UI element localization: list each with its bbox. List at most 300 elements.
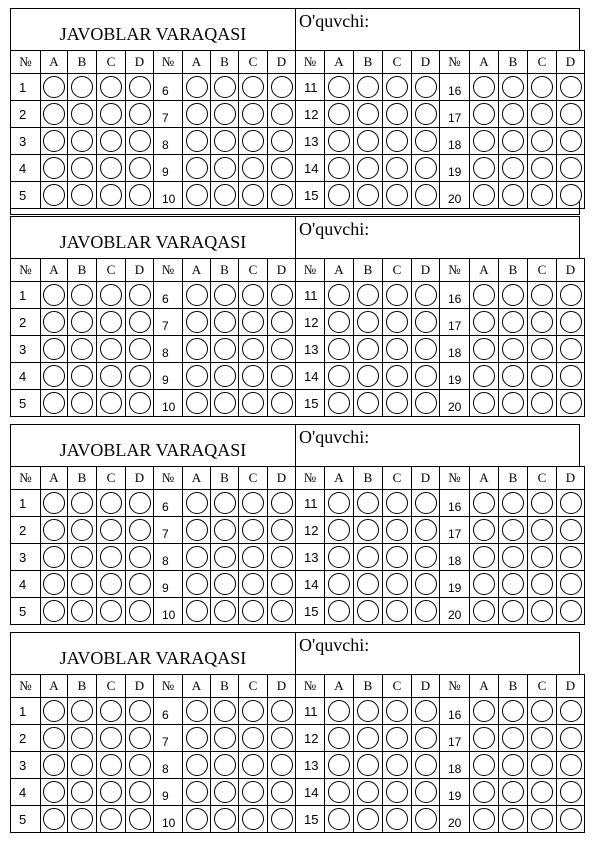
answer-bubble[interactable] [502, 392, 524, 414]
answer-bubble[interactable] [415, 311, 437, 333]
answer-bubble[interactable] [271, 519, 293, 541]
answer-bubble[interactable] [214, 573, 236, 595]
answer-bubble[interactable] [271, 781, 293, 803]
answer-bubble[interactable] [71, 130, 93, 152]
answer-bubble[interactable] [357, 700, 379, 722]
answer-bubble[interactable] [473, 754, 495, 776]
answer-bubble[interactable] [100, 727, 122, 749]
answer-bubble[interactable] [560, 338, 582, 360]
answer-bubble[interactable] [214, 338, 236, 360]
answer-bubble[interactable] [473, 546, 495, 568]
answer-bubble[interactable] [43, 754, 65, 776]
answer-bubble[interactable] [186, 700, 208, 722]
answer-bubble[interactable] [328, 76, 350, 98]
answer-bubble[interactable] [415, 600, 437, 622]
answer-bubble[interactable] [386, 130, 408, 152]
answer-bubble[interactable] [531, 284, 553, 306]
answer-bubble[interactable] [386, 700, 408, 722]
answer-bubble[interactable] [100, 365, 122, 387]
answer-bubble[interactable] [242, 492, 264, 514]
answer-bubble[interactable] [357, 727, 379, 749]
answer-bubble[interactable] [271, 600, 293, 622]
answer-bubble[interactable] [100, 808, 122, 830]
answer-bubble[interactable] [473, 700, 495, 722]
answer-bubble[interactable] [100, 284, 122, 306]
answer-bubble[interactable] [328, 103, 350, 125]
answer-bubble[interactable] [357, 519, 379, 541]
answer-bubble[interactable] [473, 392, 495, 414]
answer-bubble[interactable] [214, 754, 236, 776]
answer-bubble[interactable] [186, 727, 208, 749]
answer-bubble[interactable] [473, 284, 495, 306]
answer-bubble[interactable] [560, 365, 582, 387]
answer-bubble[interactable] [357, 781, 379, 803]
answer-bubble[interactable] [271, 492, 293, 514]
answer-bubble[interactable] [242, 600, 264, 622]
answer-bubble[interactable] [502, 284, 524, 306]
answer-bubble[interactable] [186, 573, 208, 595]
answer-bubble[interactable] [531, 808, 553, 830]
answer-bubble[interactable] [271, 284, 293, 306]
answer-bubble[interactable] [415, 130, 437, 152]
answer-bubble[interactable] [328, 754, 350, 776]
answer-bubble[interactable] [473, 519, 495, 541]
answer-bubble[interactable] [271, 808, 293, 830]
answer-bubble[interactable] [386, 492, 408, 514]
answer-bubble[interactable] [502, 492, 524, 514]
answer-bubble[interactable] [328, 157, 350, 179]
answer-bubble[interactable] [71, 519, 93, 541]
student-name-field[interactable]: O'quvchi: [299, 11, 370, 31]
answer-bubble[interactable] [71, 808, 93, 830]
answer-bubble[interactable] [242, 338, 264, 360]
answer-bubble[interactable] [214, 546, 236, 568]
answer-bubble[interactable] [129, 311, 151, 333]
answer-bubble[interactable] [386, 392, 408, 414]
answer-bubble[interactable] [129, 130, 151, 152]
answer-bubble[interactable] [242, 546, 264, 568]
answer-bubble[interactable] [473, 76, 495, 98]
answer-bubble[interactable] [129, 808, 151, 830]
answer-bubble[interactable] [43, 727, 65, 749]
answer-bubble[interactable] [502, 700, 524, 722]
answer-bubble[interactable] [415, 781, 437, 803]
answer-bubble[interactable] [357, 365, 379, 387]
answer-bubble[interactable] [531, 338, 553, 360]
answer-bubble[interactable] [502, 519, 524, 541]
answer-bubble[interactable] [531, 130, 553, 152]
answer-bubble[interactable] [129, 600, 151, 622]
answer-bubble[interactable] [242, 103, 264, 125]
answer-bubble[interactable] [386, 754, 408, 776]
answer-bubble[interactable] [100, 754, 122, 776]
answer-bubble[interactable] [100, 130, 122, 152]
answer-bubble[interactable] [357, 311, 379, 333]
answer-bubble[interactable] [271, 754, 293, 776]
answer-bubble[interactable] [43, 365, 65, 387]
answer-bubble[interactable] [473, 365, 495, 387]
answer-bubble[interactable] [328, 392, 350, 414]
answer-bubble[interactable] [386, 600, 408, 622]
answer-bubble[interactable] [328, 700, 350, 722]
answer-bubble[interactable] [186, 600, 208, 622]
answer-bubble[interactable] [129, 392, 151, 414]
answer-bubble[interactable] [386, 573, 408, 595]
answer-bubble[interactable] [386, 727, 408, 749]
answer-bubble[interactable] [531, 392, 553, 414]
answer-bubble[interactable] [214, 392, 236, 414]
answer-bubble[interactable] [560, 546, 582, 568]
answer-bubble[interactable] [328, 573, 350, 595]
answer-bubble[interactable] [100, 573, 122, 595]
answer-bubble[interactable] [186, 781, 208, 803]
answer-bubble[interactable] [531, 519, 553, 541]
answer-bubble[interactable] [415, 492, 437, 514]
answer-bubble[interactable] [71, 157, 93, 179]
answer-bubble[interactable] [129, 492, 151, 514]
answer-bubble[interactable] [71, 284, 93, 306]
answer-bubble[interactable] [186, 519, 208, 541]
answer-bubble[interactable] [415, 365, 437, 387]
answer-bubble[interactable] [386, 157, 408, 179]
answer-bubble[interactable] [71, 365, 93, 387]
answer-bubble[interactable] [531, 573, 553, 595]
answer-bubble[interactable] [328, 284, 350, 306]
answer-bubble[interactable] [328, 130, 350, 152]
answer-bubble[interactable] [328, 727, 350, 749]
answer-bubble[interactable] [242, 284, 264, 306]
answer-bubble[interactable] [214, 157, 236, 179]
answer-bubble[interactable] [473, 311, 495, 333]
answer-bubble[interactable] [242, 519, 264, 541]
answer-bubble[interactable] [531, 600, 553, 622]
answer-bubble[interactable] [100, 103, 122, 125]
answer-bubble[interactable] [186, 754, 208, 776]
student-name-field[interactable]: O'quvchi: [299, 635, 370, 655]
answer-bubble[interactable] [415, 573, 437, 595]
answer-bubble[interactable] [560, 754, 582, 776]
answer-bubble[interactable] [560, 492, 582, 514]
answer-bubble[interactable] [186, 546, 208, 568]
answer-bubble[interactable] [100, 392, 122, 414]
answer-bubble[interactable] [531, 781, 553, 803]
answer-bubble[interactable] [71, 76, 93, 98]
answer-bubble[interactable] [43, 492, 65, 514]
student-name-field[interactable]: O'quvchi: [299, 427, 370, 447]
answer-bubble[interactable] [43, 781, 65, 803]
answer-bubble[interactable] [214, 76, 236, 98]
answer-bubble[interactable] [100, 781, 122, 803]
answer-bubble[interactable] [560, 103, 582, 125]
answer-bubble[interactable] [43, 700, 65, 722]
answer-bubble[interactable] [129, 284, 151, 306]
answer-bubble[interactable] [242, 365, 264, 387]
answer-bubble[interactable] [386, 808, 408, 830]
answer-bubble[interactable] [560, 600, 582, 622]
answer-bubble[interactable] [186, 808, 208, 830]
answer-bubble[interactable] [328, 492, 350, 514]
answer-bubble[interactable] [328, 519, 350, 541]
answer-bubble[interactable] [560, 700, 582, 722]
answer-bubble[interactable] [271, 157, 293, 179]
answer-bubble[interactable] [386, 781, 408, 803]
answer-bubble[interactable] [531, 365, 553, 387]
answer-bubble[interactable] [386, 103, 408, 125]
answer-bubble[interactable] [357, 130, 379, 152]
answer-bubble[interactable] [129, 157, 151, 179]
answer-bubble[interactable] [328, 338, 350, 360]
answer-bubble[interactable] [560, 311, 582, 333]
answer-bubble[interactable] [43, 573, 65, 595]
answer-bubble[interactable] [502, 365, 524, 387]
answer-bubble[interactable] [71, 700, 93, 722]
answer-bubble[interactable] [43, 808, 65, 830]
answer-bubble[interactable] [531, 546, 553, 568]
answer-bubble[interactable] [386, 284, 408, 306]
answer-bubble[interactable] [100, 519, 122, 541]
answer-bubble[interactable] [271, 546, 293, 568]
answer-bubble[interactable] [186, 130, 208, 152]
answer-bubble[interactable] [415, 754, 437, 776]
answer-bubble[interactable] [71, 781, 93, 803]
answer-bubble[interactable] [502, 573, 524, 595]
answer-bubble[interactable] [328, 365, 350, 387]
answer-bubble[interactable] [129, 338, 151, 360]
answer-bubble[interactable] [242, 700, 264, 722]
answer-bubble[interactable] [129, 573, 151, 595]
answer-bubble[interactable] [100, 600, 122, 622]
answer-bubble[interactable] [386, 311, 408, 333]
answer-bubble[interactable] [328, 546, 350, 568]
answer-bubble[interactable] [560, 130, 582, 152]
answer-bubble[interactable] [214, 519, 236, 541]
answer-bubble[interactable] [71, 492, 93, 514]
answer-bubble[interactable] [473, 492, 495, 514]
answer-bubble[interactable] [214, 492, 236, 514]
answer-bubble[interactable] [43, 311, 65, 333]
answer-bubble[interactable] [43, 546, 65, 568]
answer-bubble[interactable] [357, 103, 379, 125]
answer-bubble[interactable] [415, 727, 437, 749]
answer-bubble[interactable] [71, 600, 93, 622]
answer-bubble[interactable] [531, 754, 553, 776]
answer-bubble[interactable] [129, 754, 151, 776]
answer-bubble[interactable] [386, 365, 408, 387]
answer-bubble[interactable] [415, 76, 437, 98]
answer-bubble[interactable] [560, 573, 582, 595]
answer-bubble[interactable] [186, 76, 208, 98]
answer-bubble[interactable] [560, 808, 582, 830]
answer-bubble[interactable] [271, 311, 293, 333]
answer-bubble[interactable] [386, 546, 408, 568]
answer-bubble[interactable] [357, 284, 379, 306]
answer-bubble[interactable] [242, 76, 264, 98]
answer-bubble[interactable] [242, 727, 264, 749]
answer-bubble[interactable] [186, 284, 208, 306]
answer-bubble[interactable] [271, 727, 293, 749]
answer-bubble[interactable] [214, 808, 236, 830]
answer-bubble[interactable] [43, 76, 65, 98]
answer-bubble[interactable] [271, 700, 293, 722]
answer-bubble[interactable] [560, 727, 582, 749]
answer-bubble[interactable] [129, 76, 151, 98]
answer-bubble[interactable] [473, 573, 495, 595]
answer-bubble[interactable] [415, 700, 437, 722]
answer-bubble[interactable] [71, 311, 93, 333]
answer-bubble[interactable] [43, 392, 65, 414]
answer-bubble[interactable] [271, 76, 293, 98]
answer-bubble[interactable] [328, 311, 350, 333]
answer-bubble[interactable] [186, 103, 208, 125]
answer-bubble[interactable] [214, 284, 236, 306]
answer-bubble[interactable] [43, 284, 65, 306]
answer-bubble[interactable] [531, 311, 553, 333]
answer-bubble[interactable] [271, 573, 293, 595]
answer-bubble[interactable] [502, 311, 524, 333]
answer-bubble[interactable] [100, 700, 122, 722]
answer-bubble[interactable] [415, 338, 437, 360]
answer-bubble[interactable] [415, 808, 437, 830]
answer-bubble[interactable] [71, 392, 93, 414]
answer-bubble[interactable] [502, 754, 524, 776]
answer-bubble[interactable] [415, 157, 437, 179]
answer-bubble[interactable] [129, 727, 151, 749]
answer-bubble[interactable] [214, 365, 236, 387]
answer-bubble[interactable] [560, 76, 582, 98]
answer-bubble[interactable] [100, 492, 122, 514]
answer-bubble[interactable] [415, 103, 437, 125]
answer-bubble[interactable] [473, 157, 495, 179]
answer-bubble[interactable] [386, 519, 408, 541]
answer-bubble[interactable] [473, 727, 495, 749]
answer-bubble[interactable] [242, 808, 264, 830]
answer-bubble[interactable] [502, 76, 524, 98]
answer-bubble[interactable] [43, 600, 65, 622]
answer-bubble[interactable] [214, 311, 236, 333]
answer-bubble[interactable] [473, 103, 495, 125]
answer-bubble[interactable] [100, 157, 122, 179]
answer-bubble[interactable] [415, 284, 437, 306]
answer-bubble[interactable] [531, 76, 553, 98]
answer-bubble[interactable] [71, 727, 93, 749]
answer-bubble[interactable] [214, 700, 236, 722]
answer-bubble[interactable] [560, 519, 582, 541]
answer-bubble[interactable] [214, 103, 236, 125]
answer-bubble[interactable] [473, 781, 495, 803]
answer-bubble[interactable] [214, 130, 236, 152]
answer-bubble[interactable] [271, 130, 293, 152]
answer-bubble[interactable] [129, 700, 151, 722]
answer-bubble[interactable] [357, 808, 379, 830]
answer-bubble[interactable] [502, 103, 524, 125]
answer-bubble[interactable] [531, 727, 553, 749]
answer-bubble[interactable] [242, 130, 264, 152]
answer-bubble[interactable] [502, 130, 524, 152]
answer-bubble[interactable] [71, 573, 93, 595]
answer-bubble[interactable] [186, 338, 208, 360]
answer-bubble[interactable] [242, 573, 264, 595]
answer-bubble[interactable] [502, 727, 524, 749]
answer-bubble[interactable] [502, 157, 524, 179]
answer-bubble[interactable] [386, 76, 408, 98]
answer-bubble[interactable] [100, 546, 122, 568]
answer-bubble[interactable] [502, 546, 524, 568]
answer-bubble[interactable] [214, 781, 236, 803]
answer-bubble[interactable] [43, 338, 65, 360]
answer-bubble[interactable] [100, 338, 122, 360]
answer-bubble[interactable] [560, 157, 582, 179]
answer-bubble[interactable] [357, 754, 379, 776]
answer-bubble[interactable] [560, 392, 582, 414]
answer-bubble[interactable] [531, 103, 553, 125]
answer-bubble[interactable] [531, 157, 553, 179]
answer-bubble[interactable] [357, 492, 379, 514]
answer-bubble[interactable] [357, 546, 379, 568]
answer-bubble[interactable] [357, 338, 379, 360]
answer-bubble[interactable] [473, 600, 495, 622]
answer-bubble[interactable] [186, 365, 208, 387]
answer-bubble[interactable] [242, 311, 264, 333]
answer-bubble[interactable] [71, 754, 93, 776]
answer-bubble[interactable] [271, 338, 293, 360]
answer-bubble[interactable] [531, 492, 553, 514]
answer-bubble[interactable] [214, 600, 236, 622]
answer-bubble[interactable] [186, 492, 208, 514]
answer-bubble[interactable] [186, 311, 208, 333]
answer-bubble[interactable] [129, 546, 151, 568]
answer-bubble[interactable] [71, 103, 93, 125]
answer-bubble[interactable] [560, 284, 582, 306]
answer-bubble[interactable] [415, 519, 437, 541]
answer-bubble[interactable] [328, 600, 350, 622]
answer-bubble[interactable] [357, 392, 379, 414]
answer-bubble[interactable] [242, 781, 264, 803]
answer-bubble[interactable] [43, 519, 65, 541]
answer-bubble[interactable] [43, 130, 65, 152]
answer-bubble[interactable] [357, 76, 379, 98]
answer-bubble[interactable] [386, 338, 408, 360]
answer-bubble[interactable] [502, 781, 524, 803]
answer-bubble[interactable] [560, 781, 582, 803]
answer-bubble[interactable] [415, 392, 437, 414]
answer-bubble[interactable] [214, 727, 236, 749]
answer-bubble[interactable] [129, 103, 151, 125]
answer-bubble[interactable] [357, 600, 379, 622]
answer-bubble[interactable] [415, 546, 437, 568]
answer-bubble[interactable] [129, 365, 151, 387]
answer-bubble[interactable] [100, 76, 122, 98]
answer-bubble[interactable] [502, 338, 524, 360]
answer-bubble[interactable] [242, 392, 264, 414]
answer-bubble[interactable] [357, 157, 379, 179]
answer-bubble[interactable] [100, 311, 122, 333]
answer-bubble[interactable] [186, 157, 208, 179]
answer-bubble[interactable] [186, 392, 208, 414]
student-name-field[interactable]: O'quvchi: [299, 219, 370, 239]
answer-bubble[interactable] [357, 573, 379, 595]
answer-bubble[interactable] [71, 338, 93, 360]
answer-bubble[interactable] [271, 365, 293, 387]
answer-bubble[interactable] [473, 130, 495, 152]
answer-bubble[interactable] [271, 392, 293, 414]
answer-bubble[interactable] [242, 754, 264, 776]
answer-bubble[interactable] [328, 781, 350, 803]
answer-bubble[interactable] [502, 600, 524, 622]
answer-bubble[interactable] [271, 103, 293, 125]
answer-bubble[interactable] [242, 157, 264, 179]
answer-bubble[interactable] [129, 781, 151, 803]
answer-bubble[interactable] [328, 808, 350, 830]
